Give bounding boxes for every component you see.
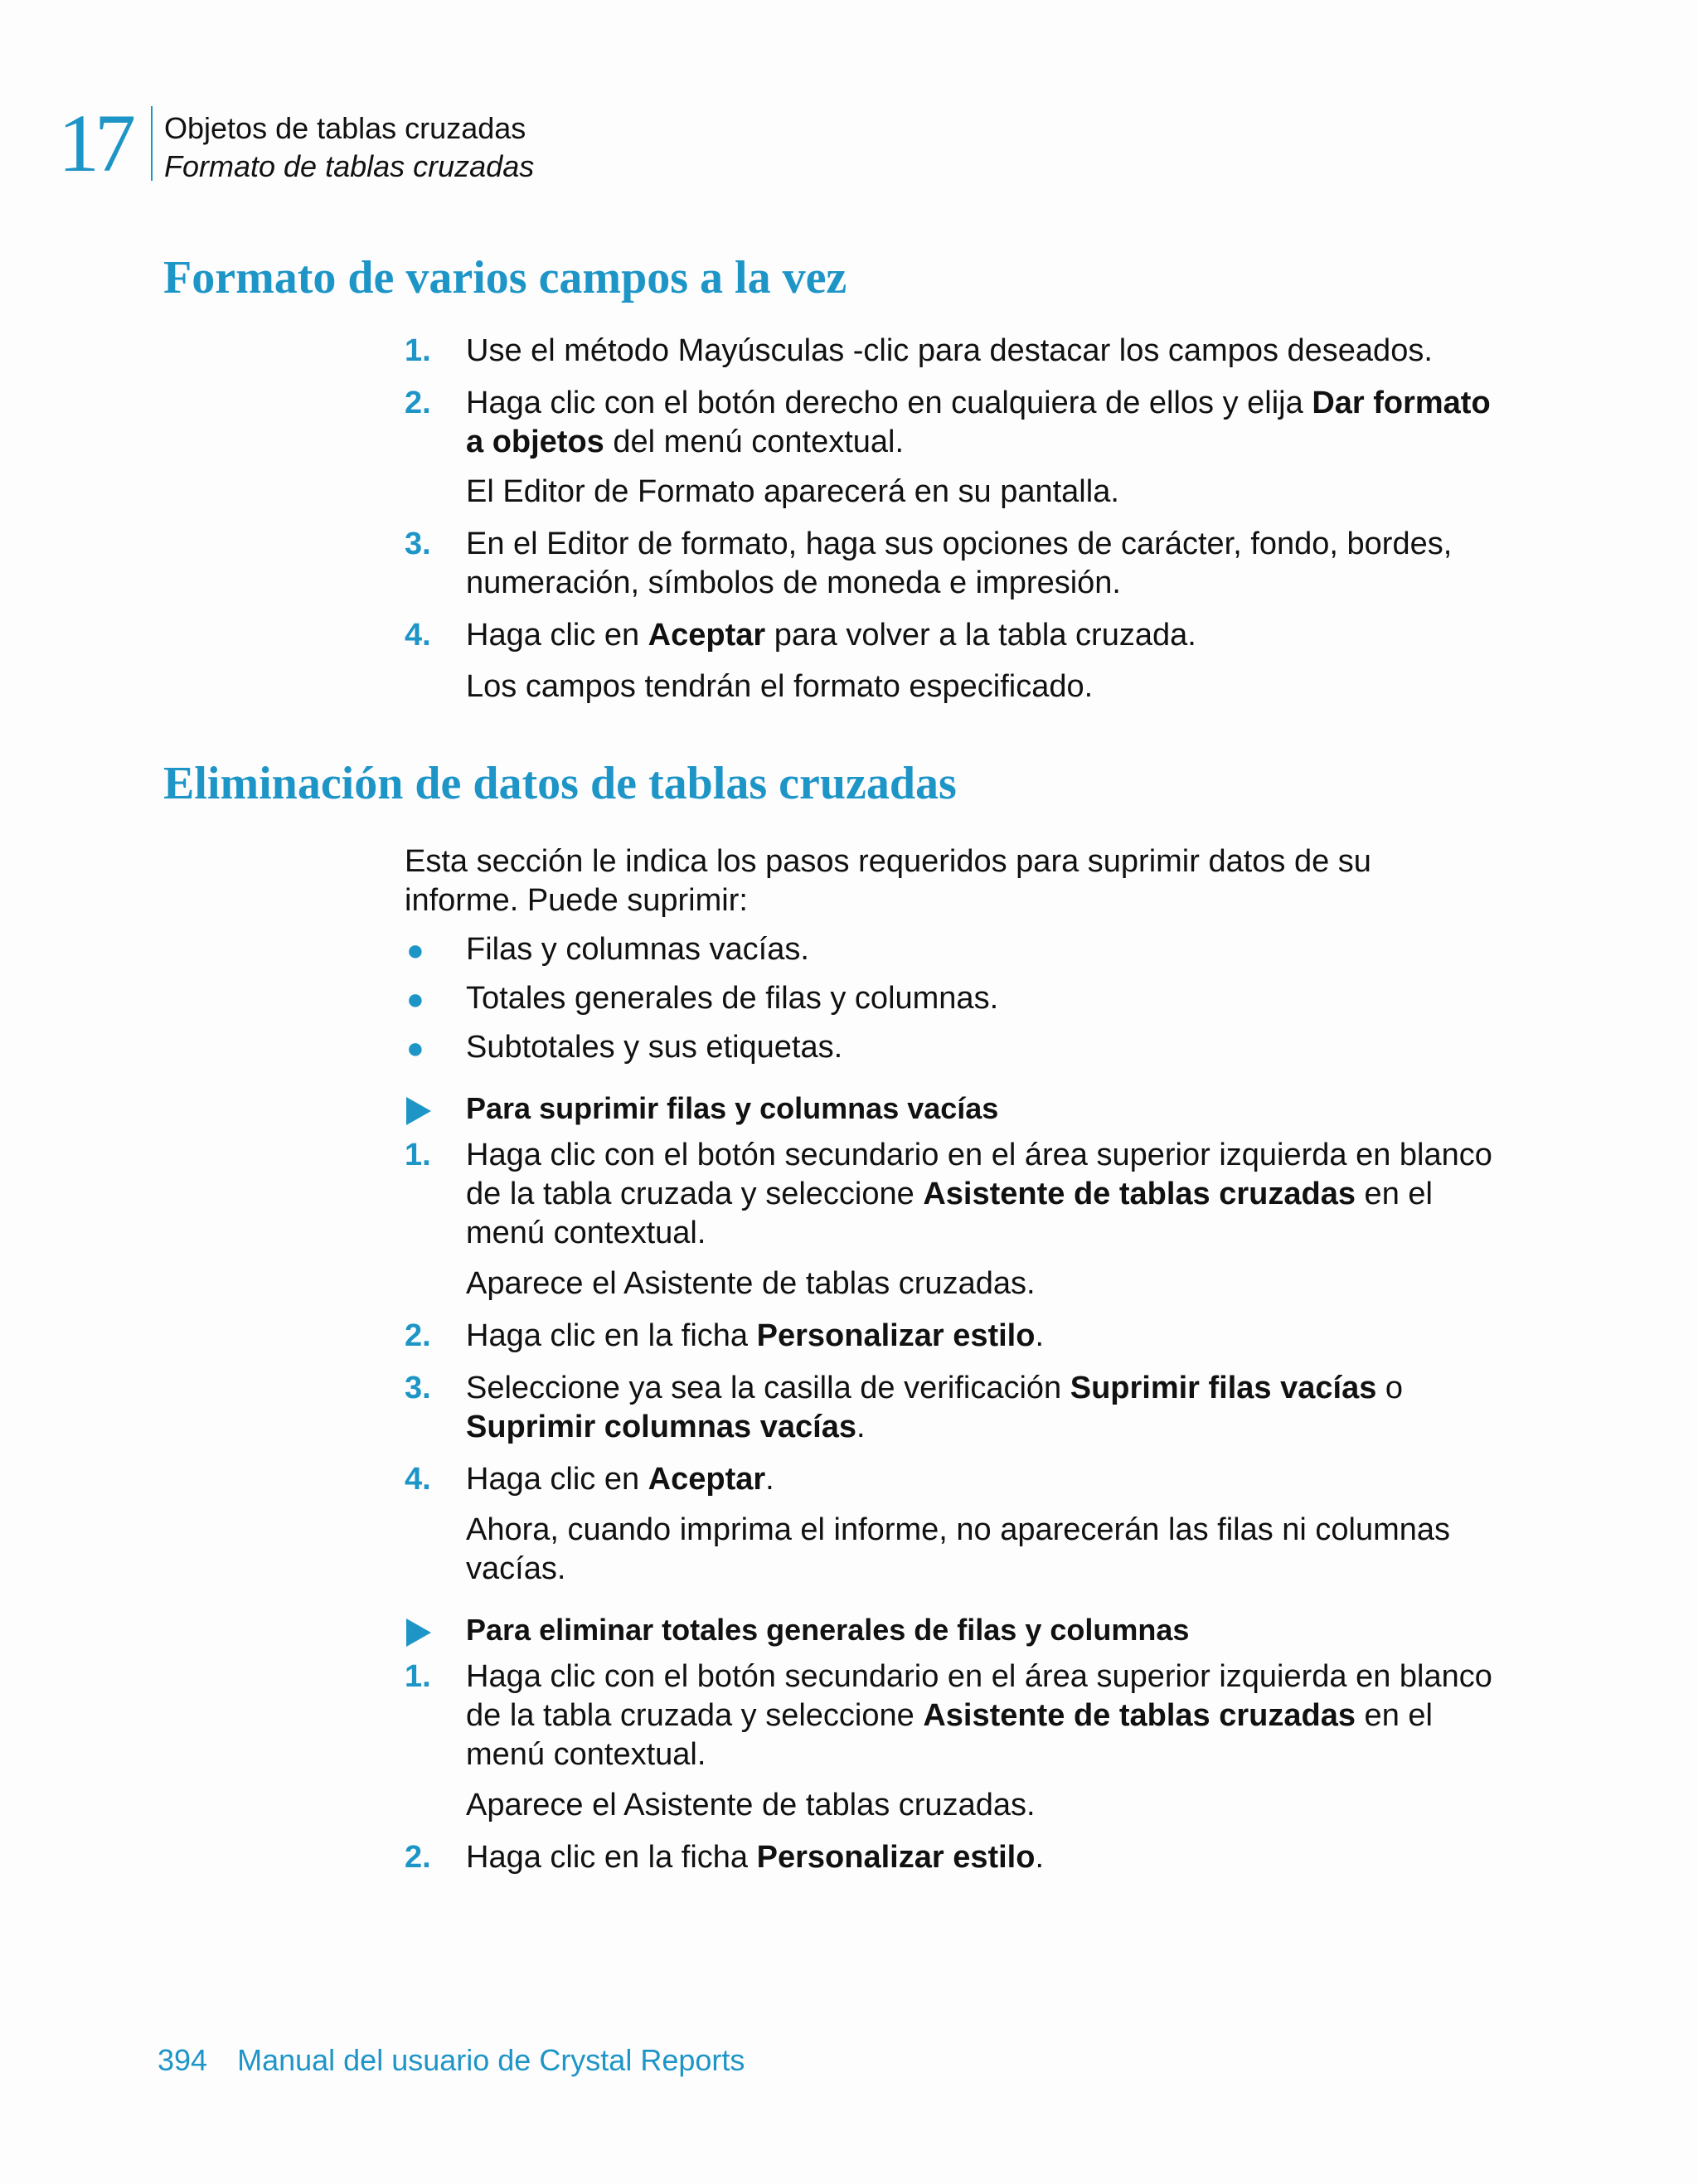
section-intro: Esta sección le indica los pasos requeridos para suprimir datos de su informe. Puede suprimir: [405, 844, 1371, 918]
step-text: Haga clic en la ficha Personalizar estilo. [466, 1840, 1045, 1875]
step-number: 3. [405, 1371, 431, 1405]
triangle-icon [406, 1619, 431, 1647]
bullet-text: Filas y columnas vacías. [466, 932, 809, 967]
page-footer [158, 2041, 745, 2080]
step-text: Seleccione ya sea la casilla de verificación Suprimir filas vacías o Suprimir columnas vacías. [466, 1371, 1404, 1444]
bullet-item [405, 930, 1499, 969]
step-number: 2. [405, 1318, 431, 1353]
procedure-title: Para eliminar totales generales de filas y columnas [466, 1613, 1190, 1647]
step-number: 1. [405, 1138, 431, 1172]
step [405, 1317, 1499, 1356]
section1-steps [405, 332, 1499, 706]
step [405, 384, 1499, 512]
step-number: 2. [405, 386, 431, 420]
step-result: Los campos tendrán el formato especificado. [466, 669, 1094, 704]
bullet-icon: ● [406, 982, 424, 1016]
step-number: 4. [405, 1462, 431, 1497]
step-number: 3. [405, 527, 431, 561]
page-number: 394 [158, 2043, 208, 2077]
bullet-text: Totales generales de filas y columnas. [466, 981, 999, 1016]
triangle-icon [406, 1097, 431, 1125]
step-result: El Editor de Formato aparecerá en su pantalla. [466, 474, 1119, 509]
step [405, 332, 1499, 371]
chapter-number: 17 [58, 97, 131, 189]
chapter-title: Objetos de tablas cruzadas [164, 111, 526, 145]
section2-body [405, 842, 1499, 1877]
step-result: Aparece el Asistente de tablas cruzadas. [466, 1788, 1036, 1822]
step-number: 1. [405, 1659, 431, 1694]
header-divider [151, 106, 153, 181]
step [405, 525, 1499, 603]
step [405, 1136, 1499, 1303]
procedure-heading [405, 1610, 1499, 1649]
header-titles [164, 109, 534, 186]
step-number: 4. [405, 618, 431, 653]
step-text: Haga clic con el botón secundario en el área superior izquierda en blanco de la tabla cruzada y seleccione Asistente de tablas cruzadas en el menú contextual. [466, 1138, 1492, 1250]
bullet-icon: ● [406, 933, 424, 967]
step-number: 2. [405, 1840, 431, 1875]
procedure-title: Para suprimir filas y columnas vacías [466, 1091, 999, 1125]
step-text: En el Editor de formato, haga sus opciones de carácter, fondo, bordes, numeración, símbolos de moneda e impresión. [466, 527, 1453, 600]
section-heading-formato: Formato de varios campos a la vez [163, 252, 847, 303]
step [405, 616, 1499, 706]
step [405, 1460, 1499, 1589]
step-text: Haga clic en Aceptar. [466, 1462, 774, 1497]
step-number: 1. [405, 333, 431, 368]
section-heading-eliminacion: Eliminación de datos de tablas cruzadas [163, 758, 957, 809]
book-title: Manual del usuario de Crystal Reports [237, 2043, 745, 2077]
step [405, 1369, 1499, 1447]
step [405, 1838, 1499, 1877]
step-text: Use el método Mayúsculas -clic para destacar los campos deseados. [466, 333, 1433, 368]
step-result: Ahora, cuando imprima el informe, no aparecerán las filas ni columnas vacías. [466, 1512, 1451, 1586]
bullet-item [405, 979, 1499, 1018]
step-text: Haga clic en la ficha Personalizar estilo. [466, 1318, 1045, 1353]
procedure-heading [405, 1089, 1499, 1128]
bullet-icon: ● [406, 1031, 424, 1065]
step-text: Haga clic en Aceptar para volver a la tabla cruzada. [466, 618, 1196, 653]
step-text: Haga clic con el botón derecho en cualquiera de ellos y elija Dar formato a objetos del menú contextual. [466, 386, 1491, 459]
step-result: Aparece el Asistente de tablas cruzadas. [466, 1266, 1036, 1301]
section-title: Formato de tablas cruzadas [164, 149, 535, 183]
step [405, 1657, 1499, 1825]
bullet-text: Subtotales y sus etiquetas. [466, 1030, 843, 1065]
step-text: Haga clic con el botón secundario en el área superior izquierda en blanco de la tabla cruzada y seleccione Asistente de tablas cruzadas en el menú contextual. [466, 1659, 1492, 1772]
bullet-item [405, 1028, 1499, 1067]
